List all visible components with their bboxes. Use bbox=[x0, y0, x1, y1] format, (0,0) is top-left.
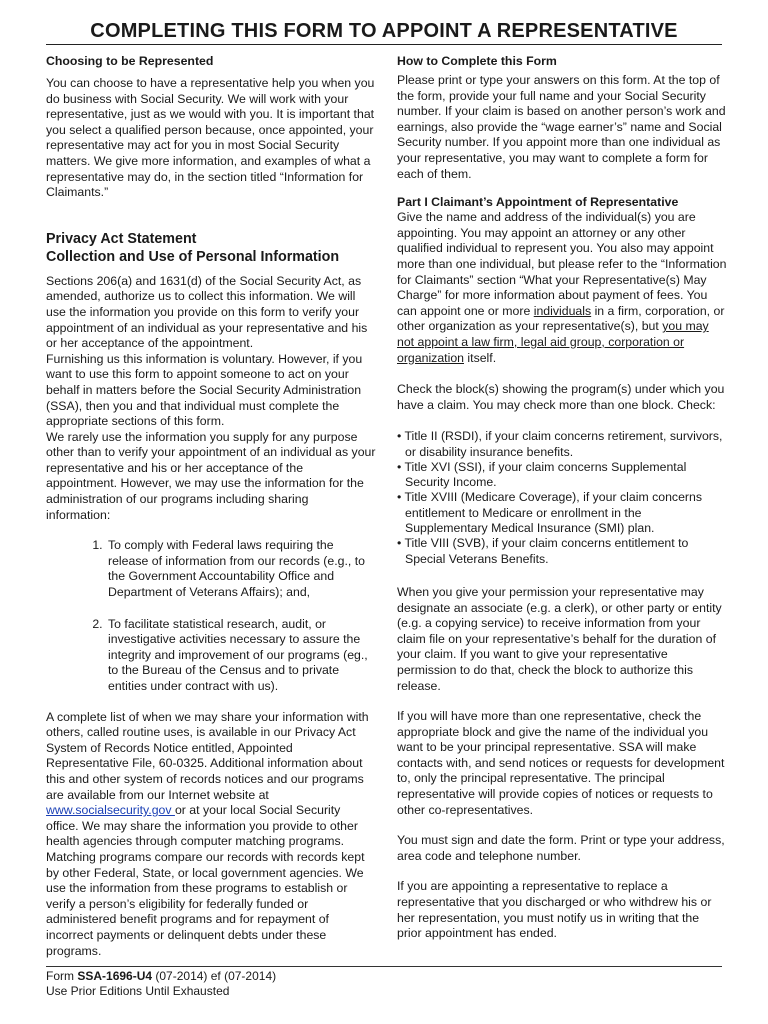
form-number: SSA-1696-U4 bbox=[77, 969, 153, 983]
right-column bbox=[397, 50, 727, 942]
program-item-title-xviii: • Title XVIII (Medicare Coverage), if your claim concerns entitlement to Medicare or enrollment in the Supplementary Medical Insurance (SMI) plan. bbox=[397, 490, 703, 536]
program-item-title-ii: • Title II (RSDI), if your claim concerns retirement, survivors, or disability insurance benefits. bbox=[397, 429, 723, 459]
part1-heading: Part I Claimant’s Appointment of Representative bbox=[397, 195, 679, 210]
replacement-text: If you are appointing a representative to replace a representative that you discharged or who withdrew his or her representation, you must notify us in writing that the prior appointment has ended. bbox=[397, 879, 712, 941]
privacy-paragraph-authority: Sections 206(a) and 1631(d) of the Social Security Act, as amended, authorize us to collect this information. We will use the information you provide on this form to verify your appointment of an individual as your representative and his or her acceptance of the appointment. bbox=[46, 273, 368, 351]
privacy-heading-title: Privacy Act Statement bbox=[46, 230, 197, 247]
check-programs-text: Check the block(s) showing the program(s) under which you have a claim. You may check more than one block. Check: bbox=[397, 382, 725, 412]
editions-note: Use Prior Editions Until Exhausted bbox=[46, 983, 230, 998]
part1-text bbox=[397, 210, 727, 366]
part1-individuals: individuals bbox=[533, 303, 592, 318]
form-footer bbox=[46, 966, 722, 998]
part1-text-b: in a firm, corporation, or other organization as your representative(s), but bbox=[397, 303, 725, 334]
privacy-heading bbox=[46, 230, 376, 267]
part1-restriction: you may not appoint a law firm, legal aid group, corporation or organization bbox=[397, 319, 709, 365]
choosing-heading: Choosing to be Represented bbox=[46, 54, 214, 68]
how-text: Please print or type your answers on this form. At the top of the form, provide your full name and your Social Security number. If your claim is based on another person’s work and earnings, also provide the “wage earner’s” name and Social Security number. If you appoint more than one individual as your representative, you may want to complete a form for each of them. bbox=[397, 73, 726, 181]
choosing-text: You can choose to have a representative help you when you do business with Social Security. We will work with your representative, just as we would with you. It is important that you select a qualified person because, once appointed, your representative may act for you in most Social Security matters. We give more information, and examples of what a representative may do, in the section titled “Information for Claimants.” bbox=[46, 76, 375, 200]
title-divider bbox=[46, 44, 722, 45]
programs-list bbox=[397, 429, 727, 567]
privacy-paragraph-voluntary: Furnishing us this information is voluntary. However, if you want to use this form to appoint someone to act on your behalf in matters before the Social Security Administration (SSA), then you and that individual must complete the appropriate sections of this form. bbox=[46, 351, 363, 429]
privacy-heading-subtitle: Collection and Use of Personal Information bbox=[46, 249, 340, 266]
routine-uses-text: A complete list of when we may share your information with others, called routine uses, is available in our Privacy Act System of Records Notice entitled, Appointed Representative File, 60-0325. Additional information about this and other system of records notices and our programs are available from our Internet website at bbox=[46, 709, 369, 802]
sign-instructions-text: You must sign and date the form. Print or type your address, area code and telephone number. bbox=[397, 833, 725, 863]
permission-text: When you give your permission your representative may designate an associate (e.g. a clerk), or other party or entity (e.g. a copying service) to receive information from your claim file on your representative’s behalf for the duration of your claim. If you want to give your representative permission to do that, check the block to authorize this release. bbox=[397, 584, 722, 693]
footer-divider bbox=[46, 966, 722, 967]
routine-uses-paragraph bbox=[46, 710, 376, 960]
program-item-title-xvi: • Title XVI (SSI), if your claim concerns Supplemental Security Income. bbox=[397, 459, 687, 490]
routine-uses-text-continued: or at your local Social Security office. We may share the information you provide to other health agencies through computer matching programs. Matching programs compare our records with records kept by other Federal, State, or local government agencies. We use the information from these programs to establish or verify a person’s eligibility for federally funded or administered benefit programs and for repayment of incorrect payments or delinquent debts under these programs. bbox=[46, 803, 365, 958]
privacy-paragraph-use: We rarely use the information you supply for any purpose other than to verify your appointment of an individual as your representative and his or her acceptance of the appointment. However, we may use the information for the administration of our programs including sharing information: bbox=[46, 429, 376, 522]
program-item-title-viii: • Title VIII (SVB), if your claim concerns entitlement to Special Veterans Benefits. bbox=[397, 536, 689, 566]
website-link[interactable]: www.socialsecurity.gov bbox=[46, 803, 175, 818]
principal-representative-text: If you will have more than one representative, check the appropriate block and give the name of the individual you want to be your principal representative. SSA will make contacts with, and send notices or requests for development to, only the principal representative. The principal representative will provide copies of notices or requests to other co-representatives. bbox=[397, 709, 725, 817]
form-prefix: Form bbox=[46, 969, 78, 983]
sharing-item: 2. To facilitate statistical research, audit, or investigative activities necessary to assure the integrity and improvement of our programs (eg., to the Bureau of the Census and to private entities under contract with us). bbox=[106, 617, 376, 695]
how-heading: How to Complete this Form bbox=[397, 54, 557, 68]
part1-text-a: Give the name and address of the individual(s) you are appointing. You may appoint an attorney or any other qualified individual to represent you. You also may appoint more than one individual, but please refer to the “Information for Claimants” section “What your Representative(s) May Charge” for more information about payment of fees. You can appoint one or more bbox=[397, 210, 727, 318]
sharing-list bbox=[46, 538, 376, 694]
page-title: COMPLETING THIS FORM TO APPOINT A REPRESENTATIVE bbox=[90, 20, 678, 42]
sharing-item: 1. To comply with Federal laws requiring the release of information from our records (e.g., to the Government Accountability Office and Department of Veterans Affairs); and, bbox=[106, 538, 376, 600]
form-number-line bbox=[46, 969, 722, 984]
part1-text-c: itself. bbox=[464, 350, 497, 365]
form-edition-dates: (07-2014) ef (07-2014) bbox=[152, 969, 277, 983]
left-column bbox=[46, 50, 376, 959]
